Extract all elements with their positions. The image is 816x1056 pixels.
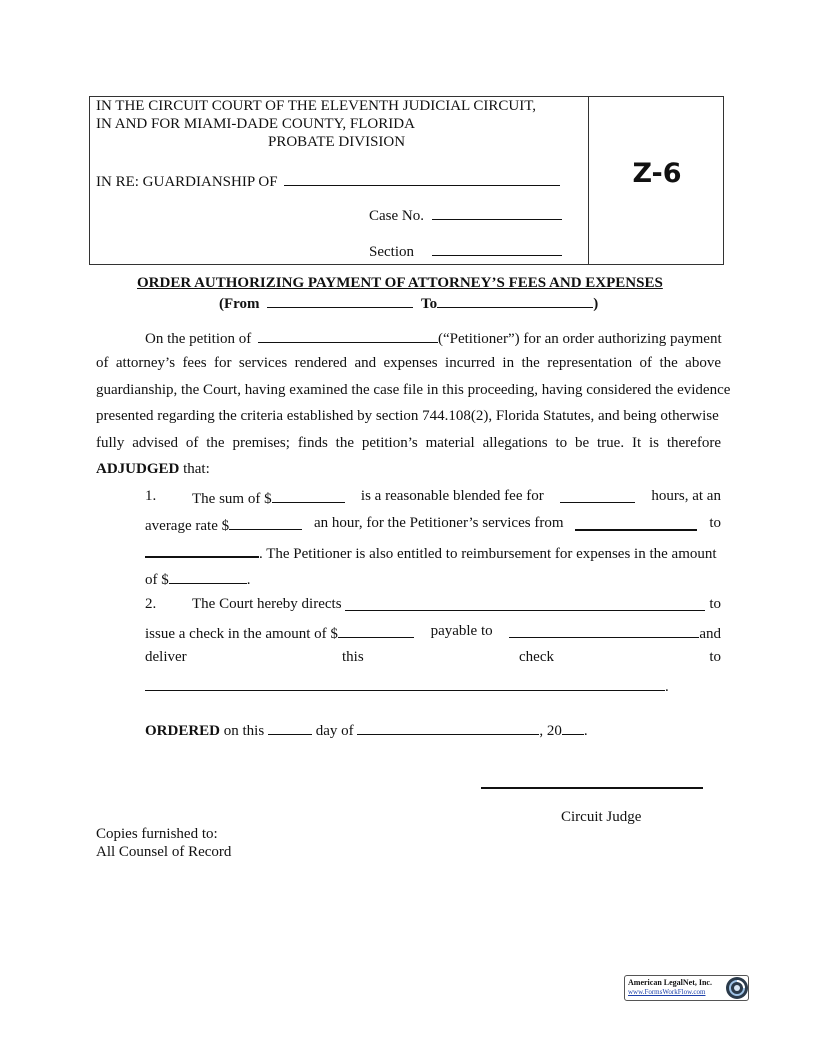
item-1-to: to	[709, 515, 721, 531]
legalnet-url[interactable]: www.FormsWorkFlow.com	[628, 988, 706, 996]
item-2-check-amount-label: issue a check in the amount of $	[145, 626, 338, 642]
from-date-blank[interactable]	[267, 293, 413, 308]
adjudged-line	[96, 461, 210, 478]
court-line-2: IN AND FOR MIAMI-DADE COUNTY, FLORIDA	[96, 116, 415, 132]
close-paren: )	[593, 296, 599, 312]
in-re-label: IN RE: GUARDIANSHIP OF	[96, 174, 278, 190]
division-label: PROBATE DIVISION	[268, 134, 406, 150]
copies-line-1: Copies furnished to:	[96, 826, 218, 842]
item-1-hours-text: hours, at an	[651, 488, 721, 504]
court-line-1: IN THE CIRCUIT COURT OF THE ELEVENTH JUDICIAL CIRCUIT,	[96, 98, 537, 114]
hours-blank[interactable]	[560, 488, 635, 503]
item-1-number: 1.	[145, 488, 157, 504]
payee-blank[interactable]	[509, 623, 699, 638]
item-1-rate-label: average rate $	[145, 518, 230, 534]
caption-divider	[588, 96, 589, 265]
item-1-line-1	[192, 488, 721, 508]
case-no-label: Case No.	[369, 208, 424, 224]
item-2-deliver: deliver	[145, 649, 187, 665]
to-label: To	[421, 296, 438, 312]
judge-title: Circuit Judge	[561, 809, 642, 825]
body-line-2: of attorney’s fees for services rendered and expenses incurred in the representation of the above	[96, 355, 721, 371]
case-no-blank[interactable]	[432, 205, 562, 220]
item-2-line-3	[145, 649, 721, 666]
ward-name-blank[interactable]	[284, 171, 560, 186]
item-1-period: .	[246, 572, 251, 588]
item-1-sum-label: The sum of $	[192, 491, 272, 507]
services-from-blank[interactable]	[575, 515, 697, 531]
item-1-expenses-text: . The Petitioner is also entitled to reimbursement for expenses in the amount	[259, 546, 717, 562]
case-no-line	[369, 205, 562, 225]
body-line-4: presented regarding the criteria established by section 744.108(2), Florida Statutes, and being otherwise	[96, 408, 719, 424]
delivery-recipient-blank[interactable]	[145, 676, 665, 691]
petition-end: (“Petitioner”) for an order authorizing payment	[437, 331, 722, 347]
section-line	[369, 241, 562, 261]
item-2-number: 2.	[145, 596, 157, 612]
directed-party-blank[interactable]	[345, 596, 705, 611]
body-line-5: fully advised of the premises; finds the petition’s material allegations to be true. It is therefore	[96, 435, 721, 451]
judge-signature-line[interactable]	[481, 787, 703, 789]
ordered-day-of: day of	[315, 723, 354, 739]
services-to-blank[interactable]	[145, 542, 259, 558]
item-2-line-2	[145, 623, 721, 643]
ordered-period: .	[583, 723, 588, 739]
item-2-this: this	[341, 649, 364, 665]
day-blank[interactable]	[268, 720, 312, 735]
adjudged-that: that:	[183, 461, 210, 477]
rate-blank[interactable]	[229, 515, 302, 530]
item-1-line-2	[145, 515, 721, 535]
legalnet-company: American LegalNet, Inc.	[628, 978, 712, 987]
item-2-line-4	[145, 676, 669, 696]
item-1-expense-label: of $	[145, 572, 169, 588]
section-label: Section	[369, 244, 414, 260]
order-title: ORDER AUTHORIZING PAYMENT OF ATTORNEY’S FEES AND EXPENSES	[137, 275, 663, 291]
petition-line	[145, 328, 722, 348]
item-2-check: check	[519, 649, 554, 665]
month-blank[interactable]	[357, 720, 539, 735]
section-blank[interactable]	[432, 241, 562, 256]
item-2-line-1	[192, 596, 721, 613]
item-2-directs-text: The Court hereby directs	[192, 596, 342, 612]
form-code: Z-6	[632, 158, 682, 189]
fee-amount-blank[interactable]	[272, 488, 345, 503]
copies-line-2: All Counsel of Record	[96, 844, 232, 860]
adjudged-label: ADJUDGED	[96, 461, 180, 477]
ordered-year-prefix: , 20	[539, 723, 562, 739]
petition-start: On the petition of	[145, 331, 252, 347]
expense-amount-blank[interactable]	[169, 569, 247, 584]
item-2-to: to	[709, 596, 721, 612]
item-1-services-text: an hour, for the Petitioner’s services from	[314, 515, 564, 531]
from-label: (From	[219, 296, 260, 312]
in-re-line	[96, 171, 560, 191]
item-1-line-4	[145, 569, 251, 589]
body-line-3: guardianship, the Court, having examined the case file in this proceeding, having considered the evidence	[96, 382, 731, 398]
to-date-blank[interactable]	[437, 293, 593, 308]
petitioner-name-blank[interactable]	[258, 328, 438, 343]
date-range-line	[219, 293, 598, 313]
year-blank[interactable]	[562, 720, 584, 735]
item-2-and: and	[699, 626, 721, 642]
item-2-payable-to: payable to	[430, 623, 493, 639]
ordered-line	[145, 720, 588, 740]
item-2-period: .	[665, 679, 669, 695]
ordered-label: ORDERED	[145, 723, 221, 739]
legalnet-globe-icon	[725, 976, 749, 1000]
item-2-to-2: to	[709, 649, 721, 665]
item-1-line-3	[145, 542, 717, 563]
ordered-on-this: on this	[223, 723, 265, 739]
check-amount-blank[interactable]	[338, 623, 414, 638]
item-1-fee-text: is a reasonable blended fee for	[360, 488, 544, 504]
